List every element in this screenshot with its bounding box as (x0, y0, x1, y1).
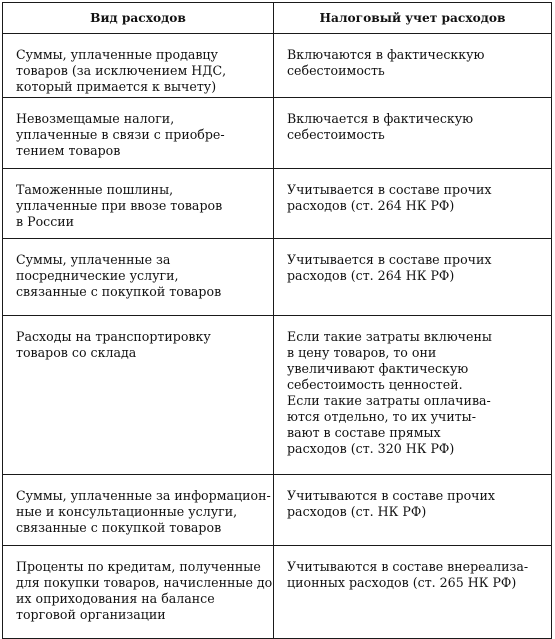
tax-text: Включаются в фактическкую себестоимость (287, 47, 485, 78)
tax-cell (274, 34, 552, 98)
tax-text: Если такие затраты включены в цену товаров, то они увеличивают фактическую себестоимость ценностей. Если такие затраты оплачива- ются отдельно, то их учиты- вают в составе прямых расходов (ст. 320 НК РФ) (287, 329, 492, 456)
expenses-tax-table (2, 2, 552, 639)
expense-text: Расходы на транспортировку товаров со склада (16, 329, 211, 360)
expense-text: Таможенные пошлины, уплаченные при ввозе товаров в России (16, 182, 223, 229)
expense-text: Проценты по кредитам, полученные для покупки товаров, начисленные до их оприходования на балансе торговой организации (16, 559, 273, 622)
expense-cell (3, 475, 274, 546)
expense-text: Невозмещамые налоги, уплаченные в связи с приобре- тением товаров (16, 111, 225, 158)
expense-text: Суммы, уплаченные за информацион- ные и консультационные услуги, связанные с покупкой товаров (16, 488, 271, 535)
table-row (3, 316, 552, 475)
expense-cell (3, 169, 274, 239)
table-row (3, 98, 552, 169)
header-expense-type: Вид расходов (3, 3, 274, 34)
expense-cell (3, 239, 274, 316)
tax-text: Учитываются в составе внереализа- ционных расходов (ст. 265 НК РФ) (287, 559, 529, 590)
tax-cell (274, 546, 552, 639)
expense-cell (3, 546, 274, 639)
table-row (3, 475, 552, 546)
table-header-row (3, 3, 552, 34)
tax-text: Учитывается в составе прочих расходов (ст. 264 НК РФ) (287, 252, 492, 283)
tax-text: Учитываются в составе прочих расходов (ст. НК РФ) (287, 488, 496, 519)
expense-text: Суммы, уплаченные за посреднические услуги, связанные с покупкой товаров (16, 252, 222, 299)
expense-cell (3, 316, 274, 475)
expense-cell (3, 98, 274, 169)
table-row (3, 34, 552, 98)
tax-cell (274, 169, 552, 239)
tax-cell (274, 98, 552, 169)
table-row (3, 239, 552, 316)
tax-text: Учитывается в составе прочих расходов (ст. 264 НК РФ) (287, 182, 492, 213)
tax-cell (274, 239, 552, 316)
expense-text: Суммы, уплаченные продавцу товаров (за исключением НДС, который примается к вычету) (16, 47, 227, 94)
tax-cell (274, 475, 552, 546)
tax-text: Включается в фактическую себестоимость (287, 111, 474, 142)
header-tax-accounting: Налоговый учет расходов (274, 3, 552, 34)
tax-cell (274, 316, 552, 475)
table-row (3, 546, 552, 639)
expenses-tax-table-container (2, 2, 551, 639)
expense-cell (3, 34, 274, 98)
table-row (3, 169, 552, 239)
